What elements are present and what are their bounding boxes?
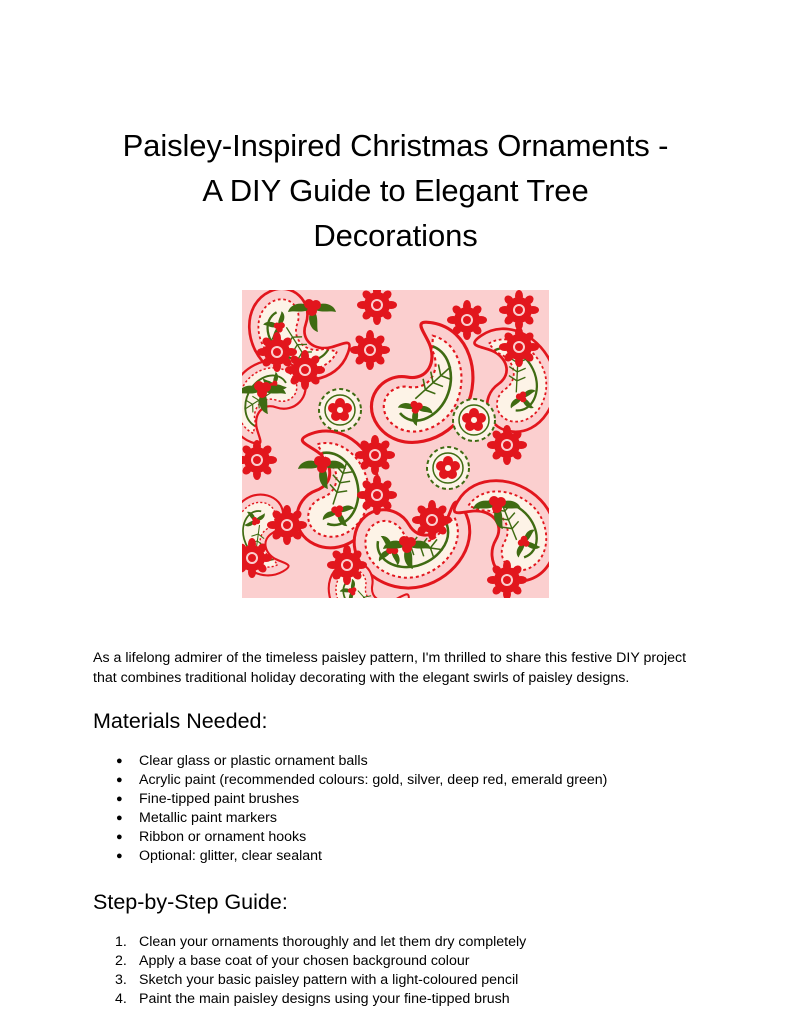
bullet-marker: ● bbox=[116, 774, 123, 786]
list-item bbox=[93, 771, 607, 790]
bullet-marker: ● bbox=[116, 812, 123, 824]
intro-line: that combines traditional holiday decorating with the elegant swirls of paisley designs. bbox=[93, 670, 630, 686]
list-item-text: Metallic paint markers bbox=[139, 810, 277, 826]
intro-paragraph bbox=[93, 648, 713, 688]
step-number: 3. bbox=[115, 972, 127, 988]
bullet-marker: ● bbox=[116, 831, 123, 843]
list-item-text: Clean your ornaments thoroughly and let them dry completely bbox=[139, 934, 527, 950]
list-item-text: Paint the main paisley designs using your fine-tipped brush bbox=[139, 991, 510, 1007]
list-item bbox=[93, 847, 607, 866]
title-line: Decorations bbox=[313, 218, 478, 253]
bullet-marker: ● bbox=[116, 850, 123, 862]
list-item-text: Optional: glitter, clear sealant bbox=[139, 848, 322, 864]
bullet-marker: ● bbox=[116, 793, 123, 805]
materials-list bbox=[93, 752, 607, 866]
intro-line: As a lifelong admirer of the timeless paisley pattern, I'm thrilled to share this festive DIY project bbox=[93, 650, 687, 666]
list-item bbox=[93, 809, 607, 828]
steps-list bbox=[93, 933, 526, 1009]
step-number: 2. bbox=[115, 953, 127, 969]
list-item-text: Fine-tipped paint brushes bbox=[139, 791, 300, 807]
title-line: A DIY Guide to Elegant Tree bbox=[202, 173, 589, 208]
title-line: Paisley-Inspired Christmas Ornaments - bbox=[122, 128, 669, 163]
list-item-text: Clear glass or plastic ornament balls bbox=[139, 753, 368, 769]
list-item bbox=[93, 933, 526, 952]
list-item bbox=[93, 752, 607, 771]
list-item bbox=[93, 990, 526, 1009]
steps-heading: Step-by-Step Guide: bbox=[93, 890, 288, 914]
list-item-text: Apply a base coat of your chosen background colour bbox=[139, 953, 470, 969]
list-item bbox=[93, 971, 526, 990]
list-item-text: Acrylic paint (recommended colours: gold, silver, deep red, emerald green) bbox=[139, 772, 608, 788]
list-item bbox=[93, 828, 607, 847]
list-item bbox=[93, 952, 526, 971]
step-number: 4. bbox=[115, 991, 127, 1007]
bullet-marker: ● bbox=[116, 755, 123, 767]
list-item-text: Sketch your basic paisley pattern with a light-coloured pencil bbox=[139, 972, 519, 988]
step-number: 1. bbox=[115, 934, 127, 950]
list-item bbox=[93, 790, 607, 809]
materials-heading: Materials Needed: bbox=[93, 709, 268, 733]
list-item-text: Ribbon or ornament hooks bbox=[139, 829, 307, 845]
document-title bbox=[60, 123, 731, 258]
paisley-pattern-image bbox=[242, 290, 549, 598]
